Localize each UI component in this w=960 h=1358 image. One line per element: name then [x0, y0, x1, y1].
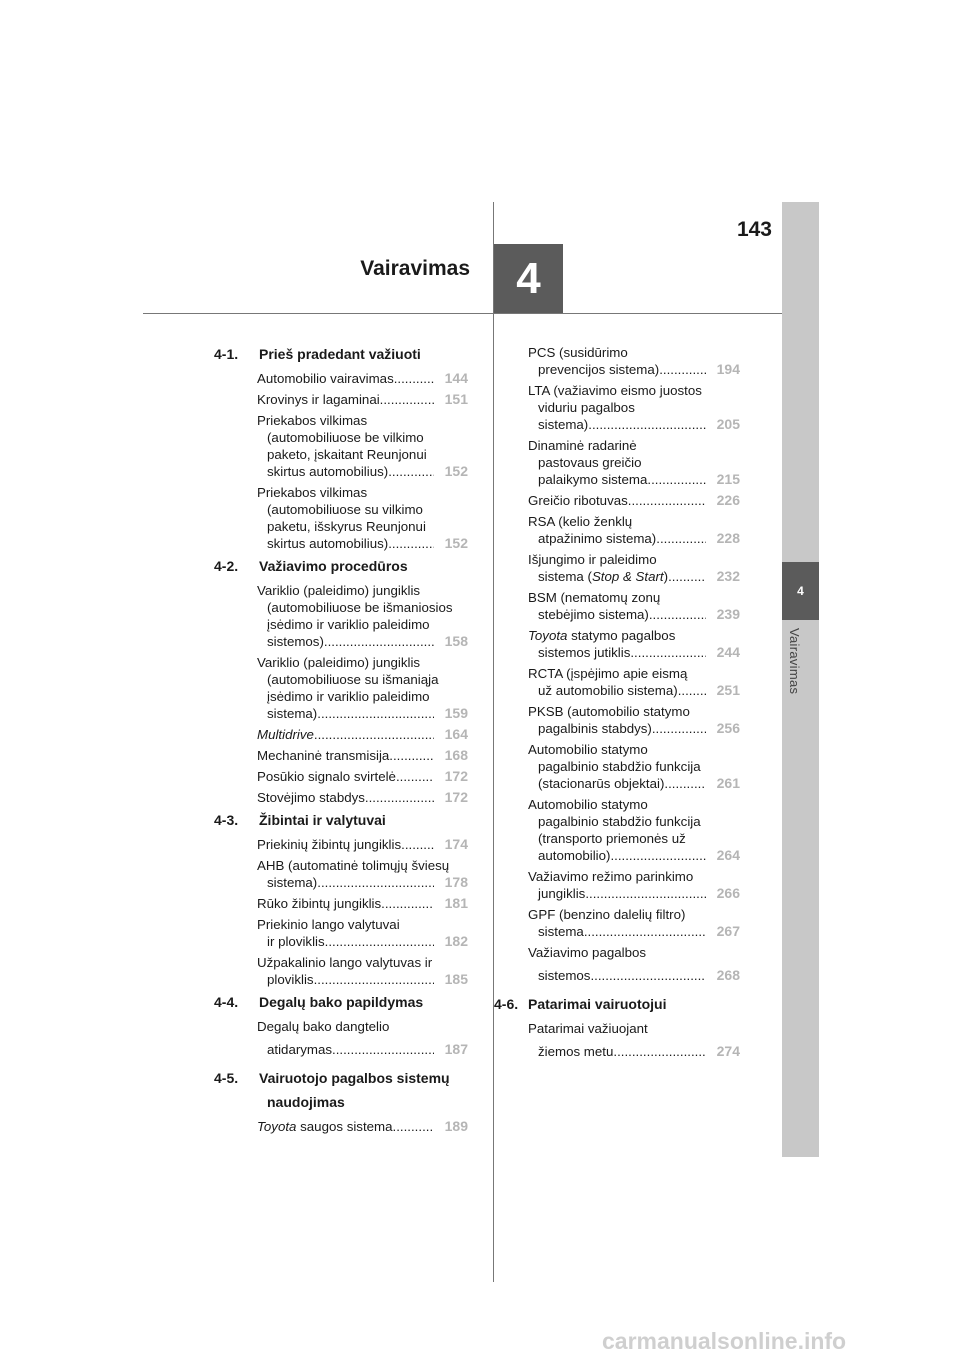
toc-page[interactable]: 274	[716, 1043, 740, 1059]
toc-page[interactable]: 168	[444, 747, 468, 763]
toc-page[interactable]: 152	[444, 463, 468, 479]
side-tab-number: 4	[797, 584, 804, 598]
toc-right-column	[494, 344, 740, 1064]
toc-item-text: prevencijos sistema)	[538, 362, 660, 377]
toc-item[interactable]	[257, 726, 468, 743]
toc-item-text: Važiavimo pagalbos	[528, 945, 647, 960]
toc-page[interactable]: 264	[716, 847, 740, 863]
toc-item-text: statymo pagalbos	[567, 628, 676, 643]
toc-item-text: Priekinių žibintų jungiklis	[257, 837, 402, 852]
toc-item-text: Krovinys ir lagaminai	[257, 392, 380, 407]
toc-item-text: palaikymo sistema	[538, 472, 648, 487]
toc-page[interactable]: 251	[716, 682, 740, 698]
toc-item-text: sistema)	[267, 706, 318, 721]
toc-item[interactable]	[257, 370, 468, 387]
toc-item-text: skirtus automobilius)	[267, 536, 389, 551]
toc-item-text: (stacionarūs objektai)	[538, 776, 665, 791]
toc-item[interactable]	[257, 836, 468, 853]
toc-item-text: Automobilio vairavimas	[257, 371, 394, 386]
toc-item-text: sistema)	[538, 417, 589, 432]
toc-item-text: sistema	[538, 924, 584, 939]
toc-item-text: pastovaus greičio	[538, 455, 642, 470]
side-tab[interactable]	[782, 562, 819, 620]
toc-item-text: Variklio (paleidimo) jungiklis	[257, 583, 421, 598]
toc-item-text: AHB (automatinė tolimųjų šviesų	[257, 858, 450, 873]
section-number: 4-3.	[214, 812, 239, 828]
toc-item-text: pagalbinis stabdys)	[538, 721, 652, 736]
toc-page[interactable]: 185	[444, 971, 468, 987]
chapter-number: 4	[516, 253, 541, 303]
toc-item-text: (automobiliuose su išmaniąja	[267, 672, 439, 687]
toc-item-text: Stovėjimo stabdys	[257, 790, 365, 805]
toc-item[interactable]	[528, 1020, 740, 1060]
toc-item-text: Variklio (paleidimo) jungiklis	[257, 655, 421, 670]
toc-page[interactable]: 268	[716, 967, 740, 983]
toc-item-text: Išjungimo ir paleidimo	[528, 552, 657, 567]
toc-page[interactable]: 152	[444, 535, 468, 551]
toc-item-text: pagalbinio stabdžio funkcija	[538, 814, 701, 829]
toc-item-text: Priekabos vilkimas	[257, 413, 368, 428]
section-4-4	[214, 992, 468, 1012]
toc-item-text: RCTA (įspėjimo apie eismą	[528, 666, 688, 681]
toc-item[interactable]	[257, 789, 468, 806]
toc-page[interactable]: 174	[444, 836, 468, 852]
section-title: Žibintai ir valytuvai	[259, 812, 386, 828]
toc-page[interactable]: 194	[716, 361, 740, 377]
section-title: Degalų bako papildymas	[259, 994, 424, 1010]
toc-page[interactable]: 158	[444, 633, 468, 649]
toc-item[interactable]	[528, 944, 740, 984]
toc-item-text: sistema)	[267, 875, 318, 890]
toc-item-text: Priekabos vilkimas	[257, 485, 368, 500]
toc-item-text: automobilio)	[538, 848, 611, 863]
toc-page[interactable]: 244	[716, 644, 740, 660]
toc-item-text: RSA (kelio ženklų	[528, 514, 633, 529]
toc-page[interactable]: 256	[716, 720, 740, 736]
toc-item[interactable]	[257, 654, 468, 722]
toc-item[interactable]	[257, 1118, 468, 1135]
toc-item[interactable]	[257, 412, 468, 480]
toc-item-text: Dinaminė radarinė	[528, 438, 637, 453]
divider-horizontal	[143, 313, 783, 314]
toc-page[interactable]: 172	[444, 789, 468, 805]
toc-item-text: (transporto priemonės už	[538, 831, 686, 846]
section-number: 4-4.	[214, 994, 239, 1010]
toc-page[interactable]: 226	[716, 492, 740, 508]
toc-item-text: paketo, įskaitant Reunjonui	[267, 447, 427, 462]
toc-item-text: įsėdimo ir variklio paleidimo	[267, 617, 430, 632]
toc-item[interactable]	[528, 344, 740, 378]
toc-item-text: skirtus automobilius)	[267, 464, 389, 479]
toc-item-text: GPF (benzino dalelių filtro)	[528, 907, 686, 922]
toc-item-text: stebėjimo sistema)	[538, 607, 649, 622]
toc-page[interactable]: 205	[716, 416, 740, 432]
toc-item[interactable]	[257, 484, 468, 552]
toc-item[interactable]	[528, 513, 740, 547]
toc-item[interactable]	[528, 796, 740, 864]
toc-item[interactable]	[528, 551, 740, 585]
toc-item-text: sistema (	[538, 569, 592, 584]
toc-item-text: )	[663, 569, 669, 584]
toc-item-text: (automobiliuose be išmaniosios	[267, 600, 453, 615]
toc-item-text: ir ploviklis	[267, 934, 325, 949]
page-number: 143	[736, 218, 772, 241]
toc-item[interactable]	[528, 382, 740, 433]
toc-item-text: pagalbinio stabdžio funkcija	[538, 759, 701, 774]
section-title: Važiavimo procedūros	[259, 558, 408, 574]
toc-item-text: atidarymas	[267, 1042, 333, 1057]
toc-item-text: viduriu pagalbos	[538, 400, 635, 415]
toc-item-text: Degalų bako dangtelio	[257, 1019, 390, 1034]
toc-item[interactable]	[257, 895, 468, 912]
chapter-number-box	[494, 244, 563, 313]
toc-item-text: sistemos	[538, 968, 591, 983]
section-number: 4-6.	[494, 996, 519, 1012]
toc-item-text: Posūkio signalo svirtelė	[257, 769, 396, 784]
toc-item[interactable]	[528, 589, 740, 623]
toc-item-text: Toyota	[528, 628, 568, 643]
toc-item-text: įsėdimo ir variklio paleidimo	[267, 689, 430, 704]
toc-page[interactable]: 159	[444, 705, 468, 721]
toc-item-text: sistemos)	[267, 634, 324, 649]
section-number: 4-1.	[214, 346, 239, 362]
toc-item[interactable]	[257, 768, 468, 785]
toc-item-text: PKSB (automobilio statymo	[528, 704, 690, 719]
toc-page[interactable]: 228	[716, 530, 740, 546]
toc-item[interactable]	[528, 437, 740, 488]
toc-item[interactable]	[257, 747, 468, 764]
section-4-6	[494, 994, 740, 1014]
toc-item-text: Važiavimo režimo parinkimo	[528, 869, 694, 884]
toc-item-text: Užpakalinio lango valytuvas ir	[257, 955, 433, 970]
toc-item[interactable]	[257, 1018, 468, 1058]
toc-item-text: (automobiliuose su vilkimo	[267, 502, 423, 517]
section-title: Prieš pradedant važiuoti	[259, 346, 421, 362]
toc-page[interactable]: 261	[716, 775, 740, 791]
toc-item[interactable]	[528, 627, 740, 661]
section-4-3	[214, 810, 468, 830]
section-4-1	[214, 344, 468, 364]
toc-item[interactable]	[528, 868, 740, 902]
section-number: 4-5.	[214, 1070, 239, 1086]
toc-item-text: Automobilio statymo	[528, 797, 648, 812]
toc-item-text: Automobilio statymo	[528, 742, 648, 757]
toc-item-text: (automobiliuose be vilkimo	[267, 430, 424, 445]
toc-item-text: PCS (susidūrimo	[528, 345, 628, 360]
toc-item[interactable]	[528, 906, 740, 940]
section-title: Vairuotojo pagalbos sistemų	[259, 1070, 450, 1086]
toc-item-text: jungiklis	[538, 886, 586, 901]
toc-item-text: BSM (nematomų zonų	[528, 590, 661, 605]
toc-item[interactable]	[257, 954, 468, 988]
toc-page[interactable]: 189	[444, 1118, 468, 1134]
toc-item[interactable]	[528, 741, 740, 792]
toc-item[interactable]	[257, 582, 468, 650]
section-title-cont: naudojimas	[267, 1094, 345, 1110]
section-4-5	[214, 1068, 468, 1112]
chapter-title: Vairavimas	[360, 257, 470, 280]
side-label: Vairavimas	[787, 628, 802, 695]
toc-page[interactable]: 164	[444, 726, 468, 742]
toc-item-text: Multidrive	[257, 727, 314, 742]
toc-page[interactable]: 144	[444, 370, 468, 386]
toc-item[interactable]	[528, 492, 740, 509]
toc-item-text: Stop & Start	[591, 569, 664, 584]
toc-item[interactable]	[528, 665, 740, 699]
toc-item-text: Priekinio lango valytuvai	[257, 917, 400, 932]
toc-item[interactable]	[528, 703, 740, 737]
toc-page[interactable]: 187	[444, 1041, 468, 1057]
toc-item-text: LTA (važiavimo eismo juostos	[528, 383, 702, 398]
toc-item-text: Rūko žibintų jungiklis	[257, 896, 382, 911]
toc-page[interactable]: 178	[444, 874, 468, 890]
toc-item-text: sistemos jutiklis	[538, 645, 631, 660]
toc-item-text: atpažinimo sistema)	[538, 531, 657, 546]
toc-page[interactable]: 181	[444, 895, 468, 911]
toc-item-text: už automobilio sistema)	[538, 683, 678, 698]
toc-item[interactable]	[257, 857, 468, 891]
toc-page[interactable]: 267	[716, 923, 740, 939]
toc-page[interactable]: 151	[444, 391, 468, 407]
toc-item-text: žiemos metu	[538, 1044, 614, 1059]
section-title: Patarimai vairuotojui	[528, 996, 667, 1012]
toc-item-text: Toyota	[257, 1119, 297, 1134]
toc-item-text: Greičio ribotuvas	[528, 493, 628, 508]
section-4-2	[214, 556, 468, 576]
toc-item-text: Patarimai važiuojant	[528, 1021, 648, 1036]
toc-page[interactable]: 172	[444, 768, 468, 784]
toc-item-text: ploviklis	[267, 972, 314, 987]
toc-item[interactable]	[257, 391, 468, 408]
toc-page[interactable]: 232	[716, 568, 740, 584]
watermark: carmanualsonline.info	[602, 1328, 847, 1354]
toc-item-text: saugos sistema	[296, 1119, 393, 1134]
section-number: 4-2.	[214, 558, 239, 574]
toc-page[interactable]: 182	[444, 933, 468, 949]
toc-item[interactable]	[257, 916, 468, 950]
toc-page[interactable]: 239	[716, 606, 740, 622]
toc-page[interactable]: 215	[716, 471, 740, 487]
toc-item-text: Mechaninė transmisija	[257, 748, 390, 763]
toc-page[interactable]: 266	[716, 885, 740, 901]
toc-left-column	[214, 344, 468, 1139]
toc-item-text: paketu, išskyrus Reunjonui	[267, 519, 426, 534]
